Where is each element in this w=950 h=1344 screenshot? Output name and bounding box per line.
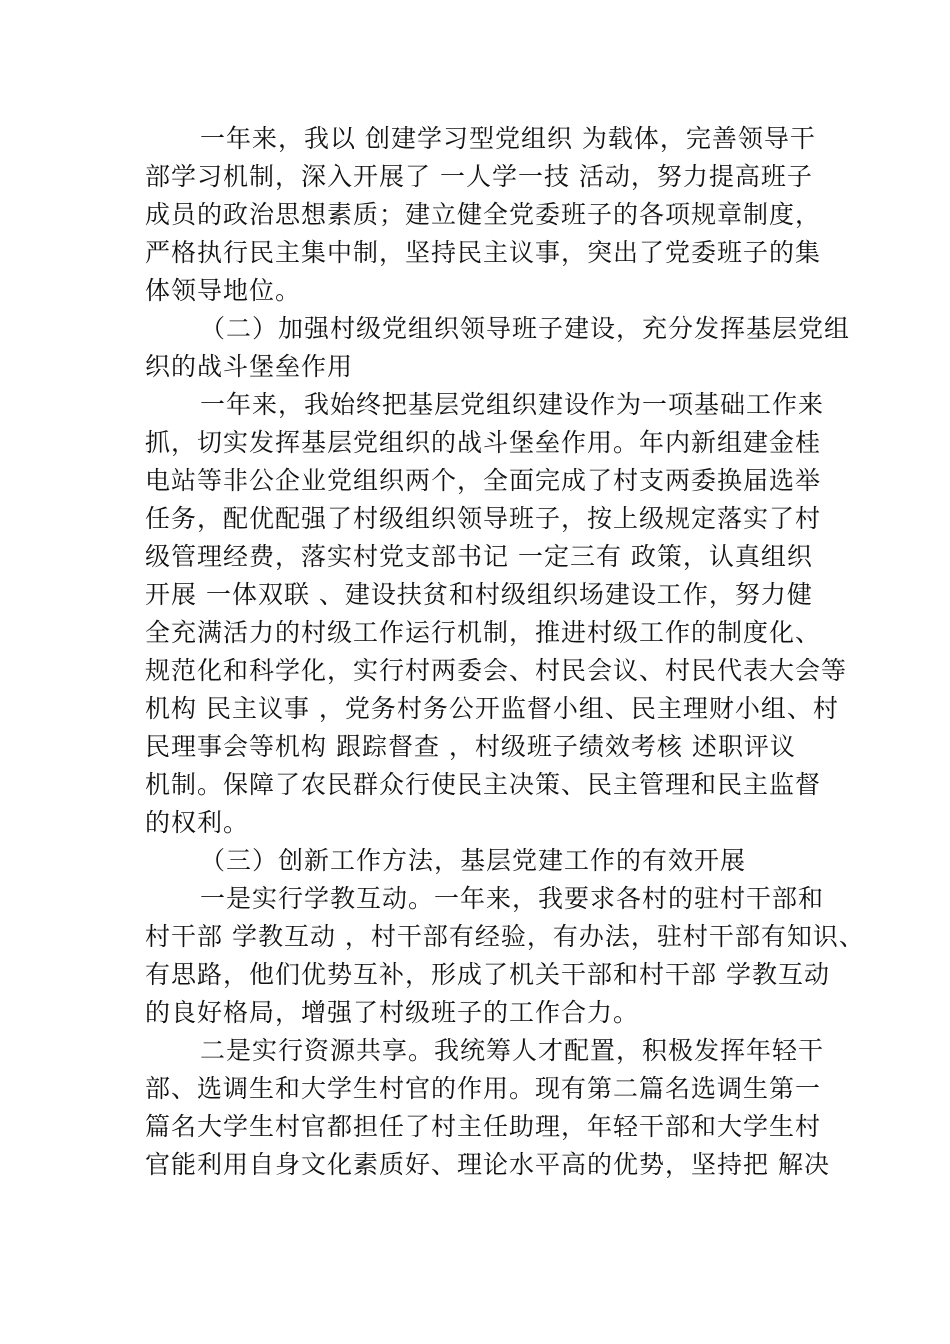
section-heading-line: （二）加强村级党组织领导班子建设，充分发挥基层党组 bbox=[200, 314, 851, 343]
paragraph-line: 成员的政治思想素质；建立健全党委班子的各项规章制度， bbox=[145, 200, 822, 229]
paragraph-line: 机制。保障了农民群众行使民主决策、民主管理和民主监督 bbox=[145, 770, 822, 799]
section-heading-line: 织的战斗堡垒作用 bbox=[145, 352, 354, 381]
paragraph-line: 抓，切实发挥基层党组织的战斗堡垒作用。年内新组建金桂 bbox=[145, 428, 822, 457]
paragraph-line: 体领导地位。 bbox=[145, 276, 302, 305]
paragraph-line: 部、选调生和大学生村官的作用。现有第二篇名选调生第一 bbox=[145, 1074, 822, 1103]
paragraph-line: 一年来，我以 创建学习型党组织 为载体，完善领导干 bbox=[200, 124, 816, 153]
paragraph-line: 电站等非公企业党组织两个，全面完成了村支两委换届选举 bbox=[145, 466, 822, 495]
section-heading-line: （三）创新工作方法，基层党建工作的有效开展 bbox=[200, 846, 747, 875]
paragraph-line: 级管理经费，落实村党支部书记 一定三有 政策，认真组织 bbox=[145, 542, 813, 571]
paragraph-line: 二是实行资源共享。我统筹人才配置，积极发挥年轻干 bbox=[200, 1036, 825, 1065]
paragraph-line: 全充满活力的村级工作运行机制，推进村级工作的制度化、 bbox=[145, 618, 822, 647]
paragraph-line: 规范化和科学化，实行村两委会、村民会议、村民代表大会等 bbox=[145, 656, 848, 685]
paragraph-line: 机构 民主议事 ，党务村务公开监督小组、民主理财小组、村 bbox=[145, 694, 839, 723]
paragraph-line: 村干部 学教互动 ，村干部有经验，有办法，驻村干部有知识、 bbox=[145, 922, 865, 951]
paragraph-line: 一年来，我始终把基层党组织建设作为一项基础工作来 bbox=[200, 390, 825, 419]
paragraph-line: 严格执行民主集中制，坚持民主议事，突出了党委班子的集 bbox=[145, 238, 822, 267]
paragraph-line: 的良好格局，增强了村级班子的工作合力。 bbox=[145, 998, 640, 1027]
paragraph-line: 官能利用自身文化素质好、理论水平高的优势，坚持把 解决 bbox=[145, 1150, 830, 1179]
paragraph-line: 民理事会等机构 跟踪督查 ，村级班子绩效考核 述职评议 bbox=[145, 732, 796, 761]
paragraph-line: 篇名大学生村官都担任了村主任助理，年轻干部和大学生村 bbox=[145, 1112, 822, 1141]
paragraph-line: 的权利。 bbox=[145, 808, 250, 837]
paragraph-line: 部学习机制，深入开展了 一人学一技 活动，努力提高班子 bbox=[145, 162, 813, 191]
paragraph-line: 任务，配优配强了村级组织领导班子，按上级规定落实了村 bbox=[145, 504, 822, 533]
paragraph-line: 开展 一体双联 、建设扶贫和村级组织场建设工作，努力健 bbox=[145, 580, 813, 609]
paragraph-line: 一是实行学教互动。一年来，我要求各村的驻村干部和 bbox=[200, 884, 825, 913]
paragraph-line: 有思路，他们优势互补，形成了机关干部和村干部 学教互动 bbox=[145, 960, 830, 989]
